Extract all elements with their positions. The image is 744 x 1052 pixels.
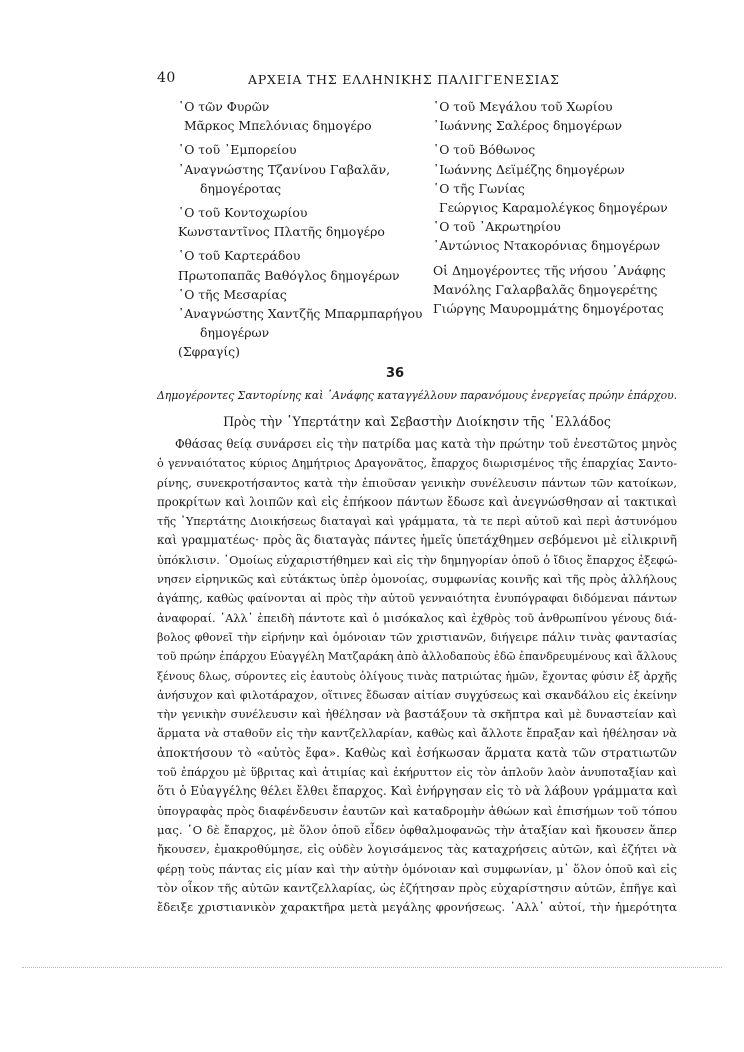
body-line: ὑπογραφὰς πρὸς διαφένδευσιν ἑαυτῶν καὶ καταδρομὴν ἀθώων καὶ ἐπισήμων τοῦ τόπου (157, 803, 677, 818)
body-line: τοῦ ἐπάρχου μὲ ὕβριτας καὶ ἀτιμίας καὶ ἐκήρυττον εἰς τὸν ἁπλοῦν λαὸν ἀνυποταξίαν καὶ (157, 766, 677, 780)
body-line: ὑπόκλισιν. ῾Ομοίως εὐχαριστήθημεν καὶ εἰς τὴν δημηγορίαν ὁποῦ ὁ ἴδιος ἔπαρχος ἐξεφώ- (157, 552, 678, 567)
signature-line: Μανόλης Γαλαρβαλᾶς δημογερέτης (433, 281, 658, 297)
signature-line: Γεώργιος Καραμολέγκος δημογέρων (439, 200, 668, 216)
body-line: βολος φθονεῖ τὴν εἰρήνην καὶ ὁμόνοιαν τῶν χριστιανῶν, διήγειρε πάλιν τινὰς φαντασίας (157, 630, 677, 644)
signature-line: δημογέρων (200, 325, 270, 341)
signature-line: ᾿Ιωάννης Σαλέρος δημογέρων (433, 118, 623, 134)
body-line: ἔδειξε χριστιανικὸν χαρακτῆρα μετὰ μεγάλης φρονήσεως. ᾿Αλλ᾿ αὐτοί, τὴν ἡμερότητα (157, 900, 677, 915)
body-line: ὅτι ὁ Εὐαγγέλης θέλει ἔλθει ἔπαρχος. Καὶ ἐνήργησαν εἰς τὸ νὰ λάβουν γράμματα καὶ (157, 784, 678, 799)
body-line: μας. ῾Ο δὲ ἔπαρχος, μὲ ὅλον ὁποῦ εἶδεν ὀφθαλμοφανῶς τὴν ἀταξίαν καὶ ἤκουσεν ἅπερ (157, 822, 677, 837)
page-number: 40 (157, 70, 176, 86)
body-line: προκρίτων καὶ λοιπῶν καὶ εἰς ἐπήκοον πάντων ἔδωσε καὶ ἀνεγνώσθησαν αἱ τακτικαὶ (157, 494, 677, 509)
document-title: Δημογέροντες Σαντορίνης καὶ ᾿Ανάφης καταγγέλλουν παρανόμους ἐνεργείας πρώην ἐπάρχου. (157, 389, 678, 402)
signature-line: δημογέροτας (200, 180, 282, 196)
body-line: νησεν εἰρηνικῶς καὶ εὐτάκτως ὑπὲρ ὁμονοίας, συμφωνίας κοινῆς καὶ τῆς πρὸς ἀλλήλους (157, 572, 677, 587)
signature-line: ᾿Αντώνιος Ντακορόνιας δημογέρων (433, 238, 661, 254)
body-line: ὁ γενναιότατος κύριος Δημήτριος Δραγονᾶτος, ἔπαρχος διωρισμένος τῆς ἐπαρχίας Σαντο- (157, 457, 677, 471)
signature-line: (Σφραγίς) (178, 344, 240, 360)
body-line: καὶ γραμματέως· πρὸς ἃς διαταγὰς πάντες ἡμεῖς ὑπετάχθημεν σεβόμενοι μὲ εἰλικρινῆ (157, 533, 677, 548)
running-head: ΑΡΧΕΙΑ ΤΗΣ ΕΛΛΗΝΙΚΗΣ ΠΑΛΙΓΓΕΝΕΣΙΑΣ (248, 72, 560, 87)
body-line: ἀγάπης, καθὼς φαίνονται αἱ πρὸς τὴν αὐτοῦ γενναιότητα ἐνυπόγραφαι διδόμεναι πάντων (157, 592, 677, 606)
body-line: ἀναφοραί. ᾿Αλλ᾿ ἐπειδὴ πάντοτε καὶ ὁ μισόκαλος καὶ ἐχθρὸς τοῦ ἀνθρωπίνου γένους διά- (157, 611, 677, 625)
body-line: ἤκουσεν, ἐμακροθύμησε, εἰς οὐδὲν λογισάμενος τὰς καταχρήσεις αὐτῶν, καὶ ἐζήτει νὰ (157, 842, 677, 857)
signature-line: ῾Ο τοῦ Βόθωνος (433, 142, 536, 158)
body-line: ρίνης, συνεκροτήσαντος κατὰ τὴν ἐπιοῦσαν γενικὴν συνέλευσιν πάντων τῶν κατοίκων, (157, 475, 677, 490)
signature-line: Οἱ Δημογέροντες τῆς νήσου ᾿Ανάφης (433, 262, 666, 278)
signature-line: ᾿Αναγνώστης Χαντζῆς Μπαρμπαρήγου (178, 306, 423, 322)
signature-line: ῾Ο τοῦ Καρτεράδου (178, 248, 301, 264)
body-line: ἀνήσυχον καὶ φιλοτάραχον, οἵτινες ἔδωσαν αἰτίαν συγχύσεως καὶ σκανδάλου εἰς ἐκείνην (157, 688, 677, 702)
signature-line: ῾Ο τῶν Φυρῶν (178, 99, 270, 114)
body-line: Φθάσας θείᾳ συνάρσει εἰς τὴν πατρίδα μας κατὰ τὴν πρώτην τοῦ ἐνεστῶτος μηνὸς (175, 437, 677, 451)
body-line: τὴν γενικὴν συνέλευσιν καὶ ἠθέλησαν νὰ βαστάξουν τὰ σκῆπτρα καὶ μὲ δυναστείαν καὶ (157, 707, 677, 722)
body-line: φέρῃ τοὺς πάντας εἰς μίαν καὶ τὴν αὐτὴν ὁμόνοιαν καὶ συμφωνίαν, μ᾿ ὅλον ὁποῦ καὶ εἰς (157, 861, 677, 876)
signature-line: ῾Ο τοῦ ᾿Ακρωτηρίου (433, 219, 561, 235)
signature-line: ῾Ο τοῦ Κοντοχωρίου (178, 205, 308, 221)
body-line: τοῦ πρώην ἐπάρχου Εὐαγγέλη Ματζαράκη ἀπὸ ἀλλοδαποὺς ἐδῶ ἐπανδρευμένους καὶ ἄλλους (157, 650, 678, 664)
signature-line: ῾Ο τῆς Γωνίας (433, 180, 525, 196)
signature-line: ῾Ο τοῦ Μεγάλου τοῦ Χωρίου (433, 99, 613, 114)
signature-line: Γιώργης Μαυρομμάτης δημογέροτας (433, 301, 664, 317)
signature-line: Κωνσταντῖνος Πλατῆς δημογέρο (178, 224, 385, 240)
signature-line: ῾Ο τοῦ ᾿Εμπορείου (178, 142, 297, 158)
body-line: ἅρματα νὰ σταθοῦν εἰς τὴν καντζελλαρίαν, καθὼς καὶ ἄλλοτε ἔπραξαν καὶ ἠθέλησαν νὰ (157, 726, 677, 741)
signature-line: ᾿Αναγνώστης Τζανίνου Γαβαλᾶν, (178, 161, 391, 177)
signature-line: ᾿Ιωάννης Δεϊμέζης δημογέρων (433, 161, 625, 177)
signature-line: ῾Ο τῆς Μεσαρίας (178, 286, 287, 302)
signatures-right-column (433, 97, 673, 318)
document-body (157, 435, 677, 917)
body-line: ἀποκτήσουν τὸ «αὐτὸς ἔφα». Καθὼς καὶ ἐσήκωσαν ἅρματα κατὰ τῶν στρατιωτῶν (157, 745, 677, 760)
body-line: τὸν οἶκον τῆς αὐτῶν καντζελλαρίας, ὡς ἐζήτησαν πρὸς εὐχαρίστησιν αὐτῶν, ἐπῆγε καὶ (157, 880, 677, 895)
document-address: Πρὸς τὴν ῾Υπερτάτην καὶ Σεβαστὴν Διοίκησιν τῆς ῾Ελλάδος (223, 414, 611, 429)
signatures-left-column (178, 97, 428, 362)
body-line: ξένους δλως, σύροντες εἰς ἑαυτοὺς ὀλίγους τινὰς πατριώτας ἡμῶν, ἔχοντας φύσιν ἐξ ἀρχῆς (157, 669, 677, 683)
signature-line: Μᾶρκος Μπελόνιας δημογέρο (184, 118, 372, 134)
body-line: τῆς ῾Υπερτάτης Διοικήσεως διαταγαὶ καὶ γράμματα, τὰ τε περὶ αὐτοῦ καὶ περὶ ἀστυνόμου (157, 515, 677, 529)
document-number: 36 (386, 366, 405, 381)
signature-line: Πρωτοπαπᾶς Βαθόγλος δημογέρων (178, 267, 400, 283)
scan-dotted-line (22, 967, 722, 968)
